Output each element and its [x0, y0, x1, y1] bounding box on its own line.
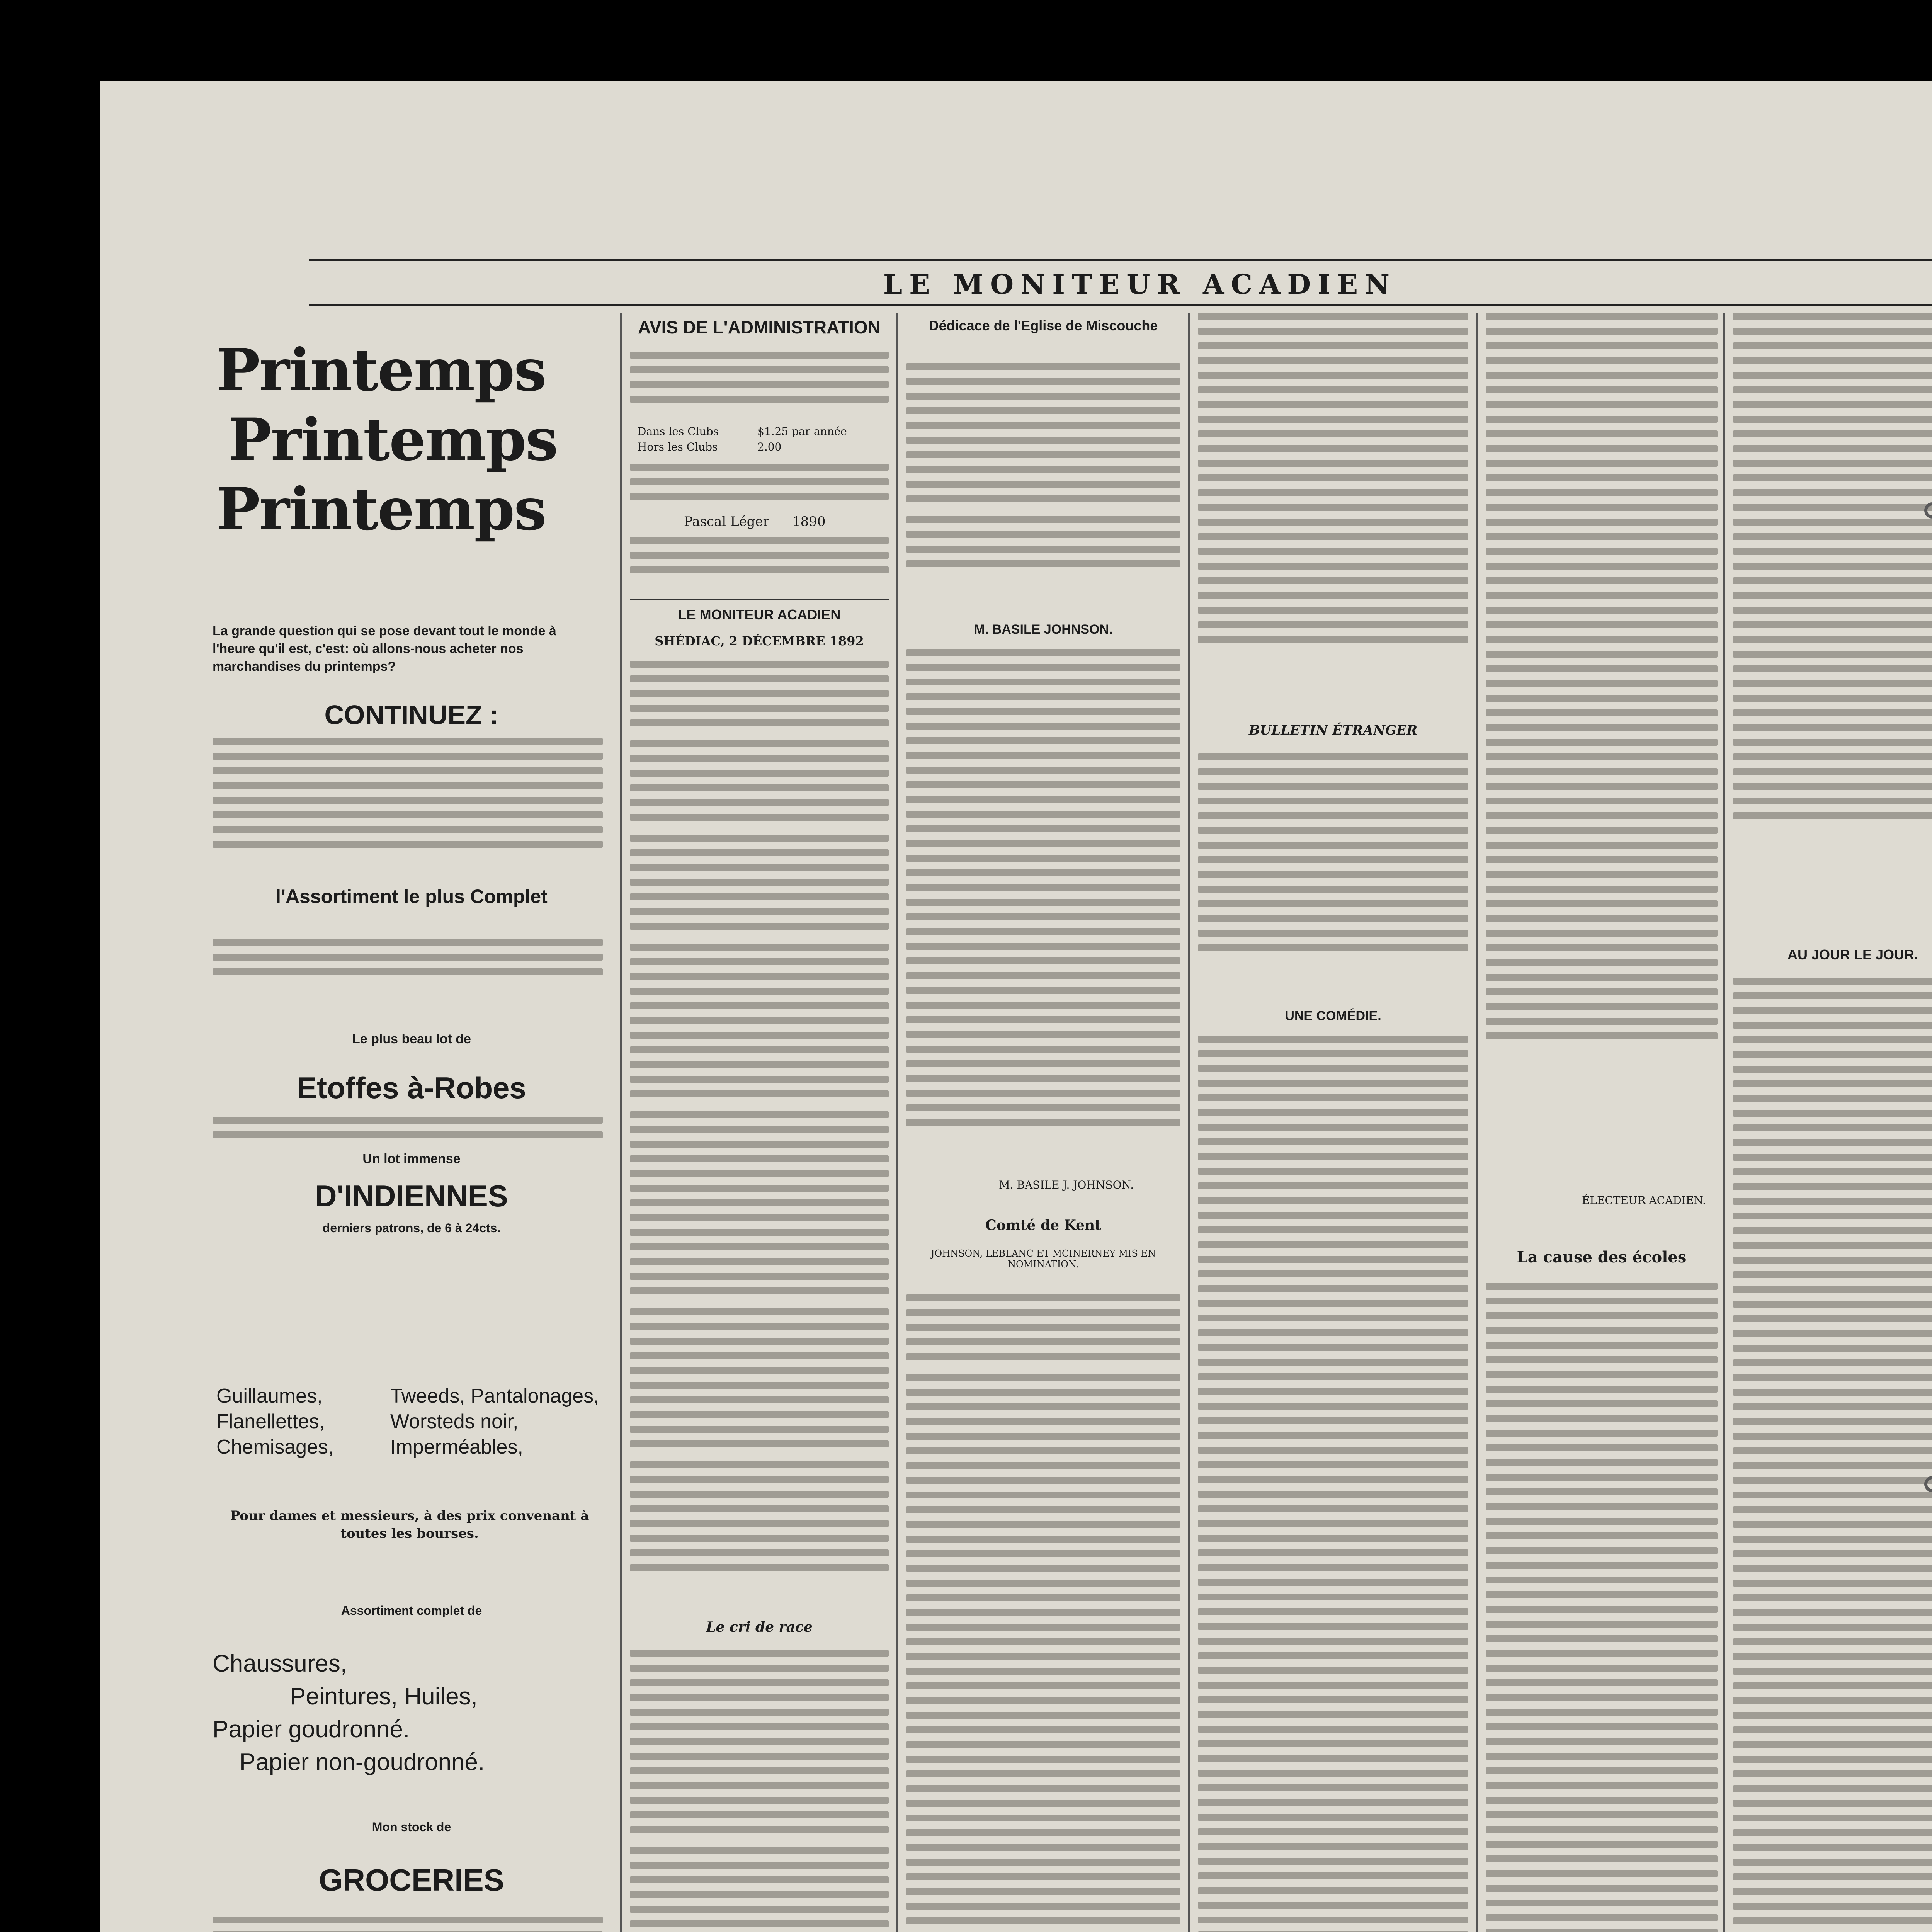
ad-robes-text [213, 1117, 603, 1146]
column-rule [1476, 313, 1478, 1932]
ad-goods-note: Pour dames et messieurs, à des prix convenant à toutes les bourses. [230, 1508, 589, 1541]
column-6 [1733, 313, 1932, 1932]
dedicace-title: Dédicace de l'Eglise de Miscouche [929, 318, 1158, 333]
basile-title: M. BASILE JOHNSON. [974, 622, 1113, 637]
column-rule [1723, 313, 1725, 1932]
paper-title: LE MONITEUR ACADIEN [630, 599, 889, 623]
basile-signature: M. BASILE J. JOHNSON. [999, 1179, 1134, 1191]
bulletin-title: BULLETIN ÉTRANGER [1248, 723, 1418, 738]
ad-assortment-complete: Assortiment complet de [341, 1604, 482, 1617]
column-rule [896, 313, 898, 1932]
column-2-text [630, 661, 889, 1585]
ad-peintures: Peintures, Huiles, [290, 1683, 478, 1710]
ad-robes: Etoffes à-Robes [297, 1071, 526, 1105]
hors-label: Hors les Clubs [638, 440, 718, 453]
ad-goods-right: Tweeds, Pantalonages, Worsteds noir, Imperméables, [390, 1385, 599, 1458]
comedie-title: UNE COMÉDIE. [1285, 1009, 1381, 1023]
masthead [309, 259, 1932, 306]
comte-title: Comté de Kent [985, 1217, 1101, 1233]
hors-price: 2.00 [757, 440, 782, 453]
example-year: 1890 [792, 514, 826, 529]
ad-indiennes-intro: Un lot immense [362, 1151, 461, 1166]
ad-groceries: GROCERIES [318, 1863, 505, 1897]
ad-assortment-text [213, 939, 603, 983]
ad-printemps-3: Printemps [216, 475, 546, 543]
advertisement-column [205, 313, 618, 1932]
column-rule [620, 313, 622, 1932]
example-name: Pascal Léger [684, 514, 769, 529]
clubs-price: $1.25 par année [757, 425, 847, 438]
avis-title: AVIS DE L'ADMINISTRATION [638, 317, 881, 337]
comte-subtitle: JOHNSON, LEBLANC ET MCINERNEY MIS EN NOMINATION. [930, 1248, 1156, 1270]
ad-groceries-text [213, 1917, 603, 1932]
ad-body-text [213, 738, 603, 855]
cri-title: Le cri de race [706, 1619, 813, 1635]
column-rule [1188, 313, 1190, 1932]
jour-title: AU JOUR LE JOUR. [1787, 947, 1918, 963]
clubs-label: Dans les Clubs [638, 425, 719, 438]
electeur-signoff: ÉLECTEUR ACADIEN. [1582, 1194, 1706, 1207]
ad-papier-1: Papier goudronné. [213, 1716, 410, 1743]
newspaper-page [100, 81, 1932, 1932]
column-3 [906, 313, 1180, 1932]
ad-robes-intro: Le plus beau lot de [352, 1032, 471, 1046]
masthead-title: LE MONITEUR ACADIEN [883, 268, 1397, 300]
dateline: SHÉDIAC, 2 DÉCEMBRE 1892 [655, 634, 864, 648]
ad-papier-2: Papier non-goudronné. [240, 1749, 485, 1776]
ad-continuez: CONTINUEZ : [324, 700, 499, 730]
ad-chaussures: Chaussures, [213, 1650, 347, 1677]
ad-printemps-1: Printemps [216, 336, 546, 404]
ad-printemps-2: Printemps [228, 406, 558, 474]
column-2 [630, 313, 889, 1932]
ad-question: La grande question qui se pose devant tout le monde à l'heure qu'il est, c'est: où allons-nous acheter nos marchandises du printemps? [213, 624, 556, 674]
ad-assortment-title: l'Assortiment le plus Complet [276, 886, 548, 907]
column-5 [1486, 313, 1718, 1932]
column-4 [1198, 313, 1468, 1932]
ad-stock: Mon stock de [372, 1820, 451, 1834]
ad-goods-left: Guillaumes, Flanellettes, Chemisages, [216, 1385, 334, 1458]
ad-indiennes: D'INDIENNES [315, 1179, 508, 1213]
ecoles-title: La cause des écoles [1517, 1248, 1687, 1266]
ad-indiennes-note: derniers patrons, de 6 à 24cts. [322, 1221, 501, 1235]
